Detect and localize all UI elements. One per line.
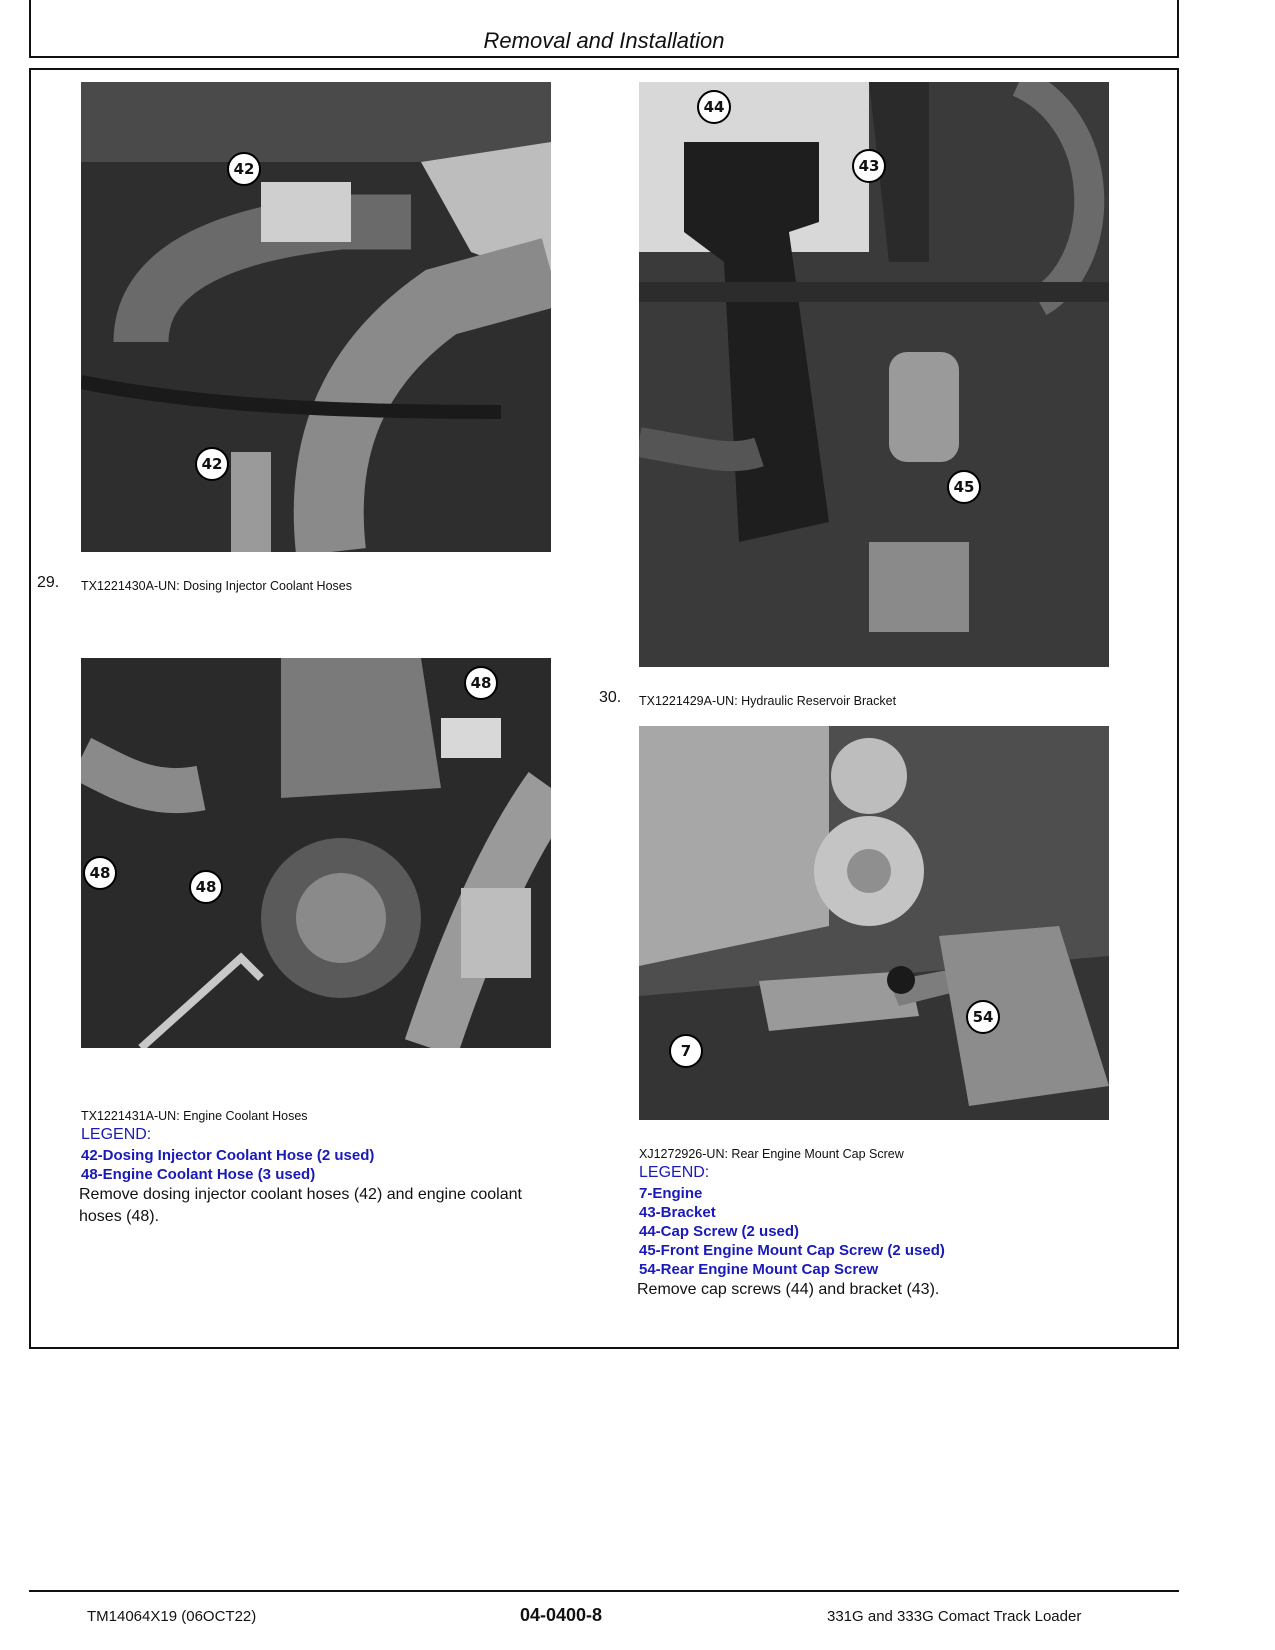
figure-dosing-injector-coolant-hoses: [81, 82, 551, 552]
legend-item-7: 7-Engine: [639, 1185, 703, 1202]
instruction-line: hoses (48).: [79, 1208, 160, 1225]
callout-label: 42: [233, 160, 255, 178]
legend-item-45: 45-Front Engine Mount Cap Screw (2 used): [639, 1242, 945, 1259]
figure-caption: TX1221431A-UN: Engine Coolant Hoses: [81, 1109, 308, 1123]
callout-label: 48: [195, 878, 217, 896]
callout-label: 48: [89, 864, 111, 882]
callout-42-lower: [195, 447, 229, 481]
legend-title: LEGEND:: [81, 1126, 152, 1143]
callout-label: 43: [858, 157, 880, 175]
callout-label: 7: [680, 1042, 692, 1060]
callout-label: 44: [703, 98, 725, 116]
legend-title: LEGEND:: [639, 1164, 710, 1181]
footer-product: 331G and 333G Comact Track Loader: [827, 1608, 1082, 1625]
legend-item-44: 44-Cap Screw (2 used): [639, 1223, 800, 1240]
figure-caption: TX1221429A-UN: Hydraulic Reservoir Bracket: [639, 694, 897, 708]
figure-caption: TX1221430A-UN: Dosing Injector Coolant Hoses: [81, 579, 352, 593]
section-title: Removal and Installation: [483, 28, 725, 53]
footer-page-number: 04-0400-8: [520, 1605, 603, 1625]
figure-engine-coolant-hoses: [81, 658, 551, 1048]
legend-item-54: 54-Rear Engine Mount Cap Screw: [639, 1261, 879, 1278]
legend-item-48: 48-Engine Coolant Hose (3 used): [81, 1166, 316, 1183]
step-number-30: 30.: [599, 689, 622, 706]
figure-hydraulic-reservoir-bracket: [639, 82, 1109, 667]
callout-48-top: [464, 666, 498, 700]
callout-label: 45: [953, 478, 975, 496]
callout-label: 42: [201, 455, 223, 473]
footer-rule: [29, 1590, 1179, 1592]
callout-label: 48: [470, 674, 492, 692]
legend-item-42: 42-Dosing Injector Coolant Hose (2 used): [81, 1147, 375, 1164]
callout-42-upper: [227, 152, 261, 186]
instruction-line: Remove cap screws (44) and bracket (43).: [637, 1281, 940, 1298]
figure-rear-engine-mount-cap-screw: [639, 726, 1109, 1120]
callout-48-left: [83, 856, 117, 890]
legend-item-43: 43-Bracket: [639, 1204, 716, 1221]
callout-7: [669, 1034, 703, 1068]
instruction-line: Remove dosing injector coolant hoses (42) and engine coolant: [79, 1186, 522, 1203]
step-number-29: 29.: [37, 574, 60, 591]
callout-48-center: [189, 870, 223, 904]
callout-43: [852, 149, 886, 183]
callout-44: [697, 90, 731, 124]
callout-54: [966, 1000, 1000, 1034]
footer-manual-id: TM14064X19 (06OCT22): [87, 1608, 257, 1625]
figure-caption: XJ1272926-UN: Rear Engine Mount Cap Screw: [639, 1147, 904, 1161]
callout-label: 54: [972, 1008, 994, 1026]
callout-45: [947, 470, 981, 504]
